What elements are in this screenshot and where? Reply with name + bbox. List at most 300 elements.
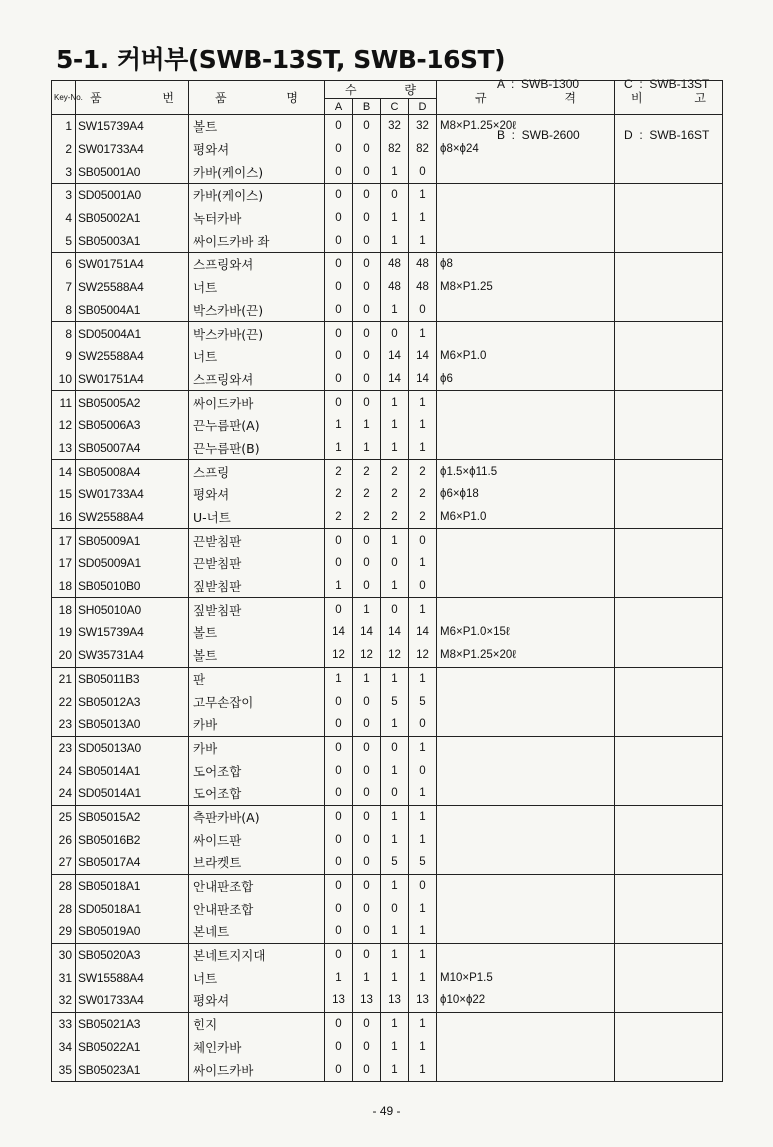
row-part-no: SB05018A1 — [76, 874, 189, 897]
row-remark — [615, 506, 723, 529]
table-row — [52, 368, 723, 391]
row-qty-c: 12 — [381, 644, 409, 667]
table-row — [52, 138, 723, 161]
row-part-no: SW01733A4 — [76, 483, 189, 506]
row-remark — [615, 943, 723, 966]
row-qty-b: 0 — [353, 276, 381, 299]
row-qty-c: 0 — [381, 322, 409, 345]
row-qty-c: 48 — [381, 276, 409, 299]
row-remark — [615, 690, 723, 713]
row-qty-c: 0 — [381, 736, 409, 759]
row-key-no: 9 — [52, 345, 76, 368]
table-row — [52, 160, 723, 183]
row-qty-c: 5 — [381, 851, 409, 874]
row-key-no: 15 — [52, 483, 76, 506]
row-qty-b: 0 — [353, 920, 381, 943]
row-qty-c: 1 — [381, 667, 409, 690]
row-qty-d: 5 — [409, 690, 437, 713]
row-qty-b: 0 — [353, 207, 381, 230]
table-row — [52, 598, 723, 621]
row-spec — [437, 782, 615, 805]
row-qty-a: 0 — [325, 391, 353, 414]
row-remark — [615, 966, 723, 989]
row-qty-c: 0 — [381, 598, 409, 621]
row-part-no: SB05013A0 — [76, 713, 189, 736]
row-qty-a: 1 — [325, 437, 353, 460]
row-qty-d: 1 — [409, 1036, 437, 1059]
row-qty-b: 0 — [353, 1012, 381, 1035]
row-qty-d: 1 — [409, 391, 437, 414]
row-qty-c: 2 — [381, 460, 409, 483]
row-qty-c: 14 — [381, 345, 409, 368]
row-part-name: 판 — [189, 667, 325, 690]
row-remark — [615, 345, 723, 368]
header-qty-c: C — [381, 99, 409, 115]
row-part-name: 너트 — [189, 345, 325, 368]
row-remark — [615, 322, 723, 345]
header-remark: 비 고 — [615, 81, 723, 115]
row-part-name: 평와셔 — [189, 989, 325, 1012]
row-qty-c: 13 — [381, 989, 409, 1012]
row-part-name: 짚받침판 — [189, 598, 325, 621]
row-part-name: 브라켓트 — [189, 851, 325, 874]
row-qty-b: 0 — [353, 805, 381, 828]
row-part-name: 너트 — [189, 966, 325, 989]
row-qty-c: 1 — [381, 437, 409, 460]
row-part-name: 체인카바 — [189, 1036, 325, 1059]
parts-table — [51, 80, 723, 1082]
row-qty-b: 0 — [353, 391, 381, 414]
row-qty-b: 1 — [353, 598, 381, 621]
table-row — [52, 943, 723, 966]
row-qty-a: 1 — [325, 575, 353, 598]
row-part-no: SW01733A4 — [76, 989, 189, 1012]
table-row — [52, 1036, 723, 1059]
row-key-no: 20 — [52, 644, 76, 667]
row-remark — [615, 621, 723, 644]
row-qty-c: 1 — [381, 1012, 409, 1035]
row-part-name: 너트 — [189, 276, 325, 299]
row-key-no: 30 — [52, 943, 76, 966]
row-key-no: 34 — [52, 1036, 76, 1059]
row-qty-d: 1 — [409, 184, 437, 207]
row-remark — [615, 207, 723, 230]
row-qty-c: 48 — [381, 253, 409, 276]
row-remark — [615, 184, 723, 207]
row-qty-d: 1 — [409, 920, 437, 943]
row-part-name: 스프링와셔 — [189, 253, 325, 276]
table-row — [52, 253, 723, 276]
row-part-no: SD05009A1 — [76, 552, 189, 575]
row-qty-c: 1 — [381, 160, 409, 183]
table-row — [52, 874, 723, 897]
row-spec: ϕ8×ϕ24 — [437, 138, 615, 161]
row-qty-d: 1 — [409, 943, 437, 966]
row-part-name: 안내판조합 — [189, 874, 325, 897]
row-qty-b: 2 — [353, 460, 381, 483]
model-legend-a: A : SWB-1300 — [497, 77, 580, 91]
row-qty-b: 0 — [353, 345, 381, 368]
row-qty-b: 0 — [353, 736, 381, 759]
row-qty-c: 1 — [381, 575, 409, 598]
row-spec — [437, 207, 615, 230]
row-key-no: 35 — [52, 1058, 76, 1081]
row-part-no: SW15588A4 — [76, 966, 189, 989]
row-qty-a: 0 — [325, 253, 353, 276]
row-part-name: 평와셔 — [189, 138, 325, 161]
row-qty-d: 0 — [409, 759, 437, 782]
row-qty-d: 1 — [409, 437, 437, 460]
row-qty-c: 0 — [381, 782, 409, 805]
row-key-no: 1 — [52, 115, 76, 138]
row-qty-d: 0 — [409, 713, 437, 736]
row-spec: M8×P1.25×20ℓ — [437, 644, 615, 667]
row-key-no: 7 — [52, 276, 76, 299]
row-qty-d: 1 — [409, 1012, 437, 1035]
header-qty-a: A — [325, 99, 353, 115]
row-spec — [437, 690, 615, 713]
row-spec: M8×P1.25×20ℓ — [437, 115, 615, 138]
row-qty-c: 2 — [381, 506, 409, 529]
row-part-name: 박스카바(끈) — [189, 299, 325, 322]
row-qty-c: 1 — [381, 1058, 409, 1081]
row-key-no: 8 — [52, 322, 76, 345]
table-row — [52, 782, 723, 805]
row-qty-d: 1 — [409, 667, 437, 690]
row-key-no: 28 — [52, 897, 76, 920]
row-remark — [615, 1058, 723, 1081]
row-part-no: SW25588A4 — [76, 506, 189, 529]
row-part-name: 볼트 — [189, 621, 325, 644]
row-spec — [437, 759, 615, 782]
row-part-name: 끈받침판 — [189, 529, 325, 552]
row-qty-c: 2 — [381, 483, 409, 506]
row-qty-c: 1 — [381, 805, 409, 828]
model-legend-d: D : SWB-16ST — [624, 128, 710, 142]
row-qty-b: 0 — [353, 1058, 381, 1081]
row-qty-b: 0 — [353, 138, 381, 161]
row-qty-d: 1 — [409, 207, 437, 230]
row-part-name: 스프링 — [189, 460, 325, 483]
row-spec: M6×P1.0×15ℓ — [437, 621, 615, 644]
row-part-no: SB05003A1 — [76, 229, 189, 252]
row-spec — [437, 575, 615, 598]
row-qty-a: 0 — [325, 184, 353, 207]
row-part-no: SB05011B3 — [76, 667, 189, 690]
row-key-no: 22 — [52, 690, 76, 713]
row-qty-d: 1 — [409, 828, 437, 851]
row-spec — [437, 299, 615, 322]
row-remark — [615, 160, 723, 183]
row-part-no: SB05006A3 — [76, 414, 189, 437]
row-part-no: SW15739A4 — [76, 115, 189, 138]
row-qty-a: 0 — [325, 207, 353, 230]
row-qty-d: 1 — [409, 552, 437, 575]
row-spec: M8×P1.25 — [437, 276, 615, 299]
row-qty-d: 5 — [409, 851, 437, 874]
row-key-no: 3 — [52, 160, 76, 183]
row-qty-d: 1 — [409, 897, 437, 920]
row-qty-b: 0 — [353, 782, 381, 805]
row-part-no: SW01751A4 — [76, 368, 189, 391]
row-remark — [615, 1012, 723, 1035]
row-qty-c: 1 — [381, 920, 409, 943]
row-qty-d: 82 — [409, 138, 437, 161]
row-part-no: SW25588A4 — [76, 345, 189, 368]
row-qty-b: 0 — [353, 160, 381, 183]
row-key-no: 13 — [52, 437, 76, 460]
header-part-name: 품 명 — [189, 81, 325, 115]
row-spec — [437, 598, 615, 621]
row-part-no: SB05015A2 — [76, 805, 189, 828]
row-remark — [615, 552, 723, 575]
table-row — [52, 483, 723, 506]
row-part-name: 싸이드카바 좌 — [189, 229, 325, 252]
row-remark — [615, 391, 723, 414]
header-quantity: 수 량 — [325, 81, 437, 99]
row-qty-d: 1 — [409, 414, 437, 437]
page-title: 5-1. 커버부(SWB-13ST, SWB-16ST) — [56, 45, 506, 74]
row-spec — [437, 851, 615, 874]
row-qty-c: 1 — [381, 828, 409, 851]
row-key-no: 25 — [52, 805, 76, 828]
row-remark — [615, 874, 723, 897]
row-key-no: 16 — [52, 506, 76, 529]
row-qty-d: 13 — [409, 989, 437, 1012]
row-qty-c: 0 — [381, 897, 409, 920]
row-part-name: 측판카바(A) — [189, 805, 325, 828]
row-qty-b: 0 — [353, 322, 381, 345]
row-qty-b: 0 — [353, 184, 381, 207]
row-qty-a: 0 — [325, 138, 353, 161]
row-part-no: SH05010A0 — [76, 598, 189, 621]
table-row — [52, 276, 723, 299]
row-spec — [437, 1058, 615, 1081]
row-qty-b: 0 — [353, 229, 381, 252]
row-qty-b: 2 — [353, 483, 381, 506]
row-part-no: SB05017A4 — [76, 851, 189, 874]
row-remark — [615, 598, 723, 621]
row-qty-c: 1 — [381, 414, 409, 437]
header-spec: 규 격 — [437, 81, 615, 115]
row-key-no: 6 — [52, 253, 76, 276]
row-qty-a: 0 — [325, 805, 353, 828]
page-number: - 49 - — [372, 1104, 401, 1118]
table-row — [52, 759, 723, 782]
row-qty-a: 0 — [325, 851, 353, 874]
table-row — [52, 851, 723, 874]
table-row — [52, 299, 723, 322]
row-spec — [437, 160, 615, 183]
row-qty-a: 0 — [325, 299, 353, 322]
row-part-name: 스프링와셔 — [189, 368, 325, 391]
row-part-no: SW25588A4 — [76, 276, 189, 299]
row-qty-b: 0 — [353, 368, 381, 391]
table-row — [52, 736, 723, 759]
row-key-no: 33 — [52, 1012, 76, 1035]
row-qty-d: 0 — [409, 299, 437, 322]
table-row — [52, 690, 723, 713]
row-part-no: SD05004A1 — [76, 322, 189, 345]
row-remark — [615, 989, 723, 1012]
row-part-no: SB05021A3 — [76, 1012, 189, 1035]
table-row — [52, 229, 723, 252]
row-qty-d: 1 — [409, 229, 437, 252]
row-spec — [437, 229, 615, 252]
row-remark — [615, 460, 723, 483]
row-qty-a: 0 — [325, 160, 353, 183]
row-qty-b: 1 — [353, 667, 381, 690]
row-qty-c: 1 — [381, 966, 409, 989]
row-remark — [615, 897, 723, 920]
row-qty-d: 1 — [409, 598, 437, 621]
table-row — [52, 506, 723, 529]
table-row — [52, 897, 723, 920]
row-qty-b: 1 — [353, 966, 381, 989]
row-part-name: 싸이드판 — [189, 828, 325, 851]
table-row — [52, 115, 723, 138]
row-key-no: 11 — [52, 391, 76, 414]
row-qty-a: 12 — [325, 644, 353, 667]
row-part-name: 끈받침판 — [189, 552, 325, 575]
row-spec: ϕ8 — [437, 253, 615, 276]
row-qty-d: 48 — [409, 253, 437, 276]
row-part-name: 도어조합 — [189, 759, 325, 782]
row-qty-b: 1 — [353, 437, 381, 460]
row-qty-d: 0 — [409, 575, 437, 598]
row-key-no: 17 — [52, 552, 76, 575]
row-spec — [437, 897, 615, 920]
table-row — [52, 667, 723, 690]
row-qty-c: 0 — [381, 552, 409, 575]
row-remark — [615, 1036, 723, 1059]
row-part-name: 짚받침판 — [189, 575, 325, 598]
row-part-name: 카바 — [189, 713, 325, 736]
row-remark — [615, 253, 723, 276]
table-row — [52, 345, 723, 368]
row-key-no: 23 — [52, 713, 76, 736]
row-part-name: 볼트 — [189, 115, 325, 138]
row-part-no: SW01751A4 — [76, 253, 189, 276]
row-qty-c: 1 — [381, 874, 409, 897]
row-part-name: 끈누름판(B) — [189, 437, 325, 460]
row-qty-a: 0 — [325, 1036, 353, 1059]
row-remark — [615, 414, 723, 437]
row-key-no: 24 — [52, 782, 76, 805]
row-part-name: 평와셔 — [189, 483, 325, 506]
row-qty-a: 2 — [325, 506, 353, 529]
row-part-name: 본네트 — [189, 920, 325, 943]
row-part-no: SB05022A1 — [76, 1036, 189, 1059]
row-qty-c: 1 — [381, 1036, 409, 1059]
table-row — [52, 920, 723, 943]
row-qty-d: 0 — [409, 160, 437, 183]
table-row — [52, 552, 723, 575]
row-part-no: SB05010B0 — [76, 575, 189, 598]
row-key-no: 21 — [52, 667, 76, 690]
row-qty-a: 0 — [325, 229, 353, 252]
row-key-no: 23 — [52, 736, 76, 759]
row-qty-d: 14 — [409, 345, 437, 368]
row-spec: M6×P1.0 — [437, 345, 615, 368]
row-qty-b: 13 — [353, 989, 381, 1012]
row-key-no: 3 — [52, 184, 76, 207]
row-qty-c: 0 — [381, 184, 409, 207]
row-key-no: 8 — [52, 299, 76, 322]
row-part-name: 끈누름판(A) — [189, 414, 325, 437]
row-remark — [615, 138, 723, 161]
row-spec — [437, 414, 615, 437]
row-qty-a: 0 — [325, 782, 353, 805]
row-qty-b: 0 — [353, 575, 381, 598]
table-row — [52, 414, 723, 437]
parts-table-body — [52, 115, 723, 1082]
row-qty-a: 1 — [325, 414, 353, 437]
row-part-no: SW15739A4 — [76, 621, 189, 644]
header-key-no: Key-No. — [52, 81, 76, 115]
table-row — [52, 529, 723, 552]
row-key-no: 32 — [52, 989, 76, 1012]
table-row — [52, 621, 723, 644]
row-remark — [615, 828, 723, 851]
row-qty-c: 1 — [381, 207, 409, 230]
row-part-name: 안내판조합 — [189, 897, 325, 920]
row-remark — [615, 759, 723, 782]
row-qty-c: 1 — [381, 713, 409, 736]
row-part-name: 도어조합 — [189, 782, 325, 805]
row-part-name: 싸이드카바 — [189, 391, 325, 414]
row-qty-b: 0 — [353, 690, 381, 713]
row-spec: ϕ6×ϕ18 — [437, 483, 615, 506]
row-part-name: 카바(케이스) — [189, 184, 325, 207]
table-row — [52, 966, 723, 989]
row-key-no: 18 — [52, 598, 76, 621]
row-qty-c: 32 — [381, 115, 409, 138]
row-part-name: U-너트 — [189, 506, 325, 529]
row-key-no: 2 — [52, 138, 76, 161]
row-qty-d: 0 — [409, 874, 437, 897]
row-remark — [615, 805, 723, 828]
row-spec — [437, 920, 615, 943]
row-qty-d: 2 — [409, 483, 437, 506]
table-row — [52, 713, 723, 736]
row-key-no: 24 — [52, 759, 76, 782]
row-qty-d: 32 — [409, 115, 437, 138]
row-qty-a: 0 — [325, 552, 353, 575]
row-qty-b: 0 — [353, 897, 381, 920]
row-part-no: SB05009A1 — [76, 529, 189, 552]
row-qty-a: 0 — [325, 276, 353, 299]
row-qty-d: 0 — [409, 529, 437, 552]
row-part-no: SD05018A1 — [76, 897, 189, 920]
row-spec — [437, 943, 615, 966]
row-remark — [615, 575, 723, 598]
row-remark — [615, 483, 723, 506]
row-part-name: 본네트지지대 — [189, 943, 325, 966]
row-spec: M10×P1.5 — [437, 966, 615, 989]
row-part-no: SB05001A0 — [76, 160, 189, 183]
row-spec — [437, 828, 615, 851]
row-qty-d: 1 — [409, 322, 437, 345]
row-remark — [615, 299, 723, 322]
row-remark — [615, 782, 723, 805]
row-spec — [437, 874, 615, 897]
row-remark — [615, 736, 723, 759]
row-remark — [615, 229, 723, 252]
row-part-no: SB05023A1 — [76, 1058, 189, 1081]
row-qty-b: 0 — [353, 1036, 381, 1059]
row-qty-b: 14 — [353, 621, 381, 644]
